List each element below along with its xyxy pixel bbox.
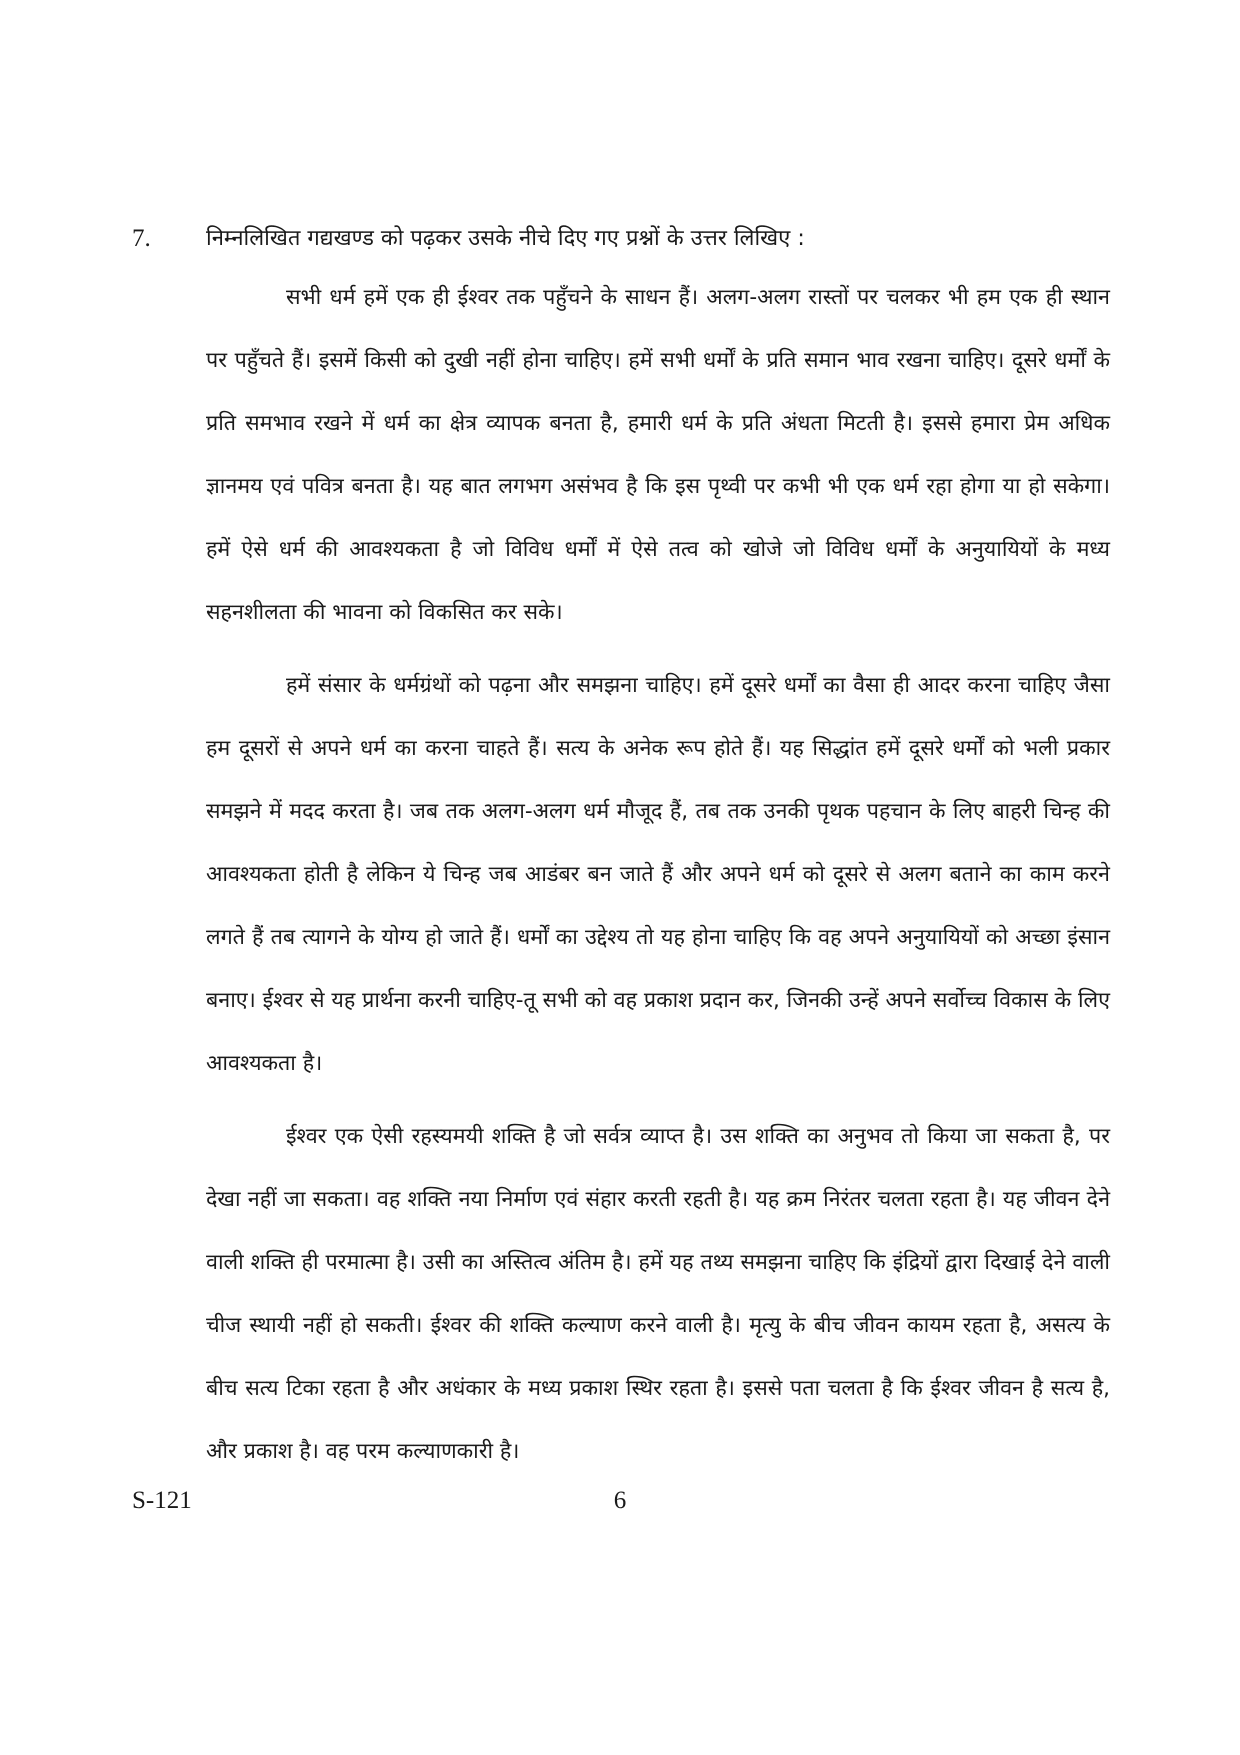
passage bbox=[206, 266, 1110, 1493]
page-number: 6 bbox=[613, 1487, 627, 1514]
question-number: 7. bbox=[132, 225, 151, 252]
passage-paragraph-2: हमें संसार के धर्मग्रंथों को पढ़ना और समझना चाहिए। हमें दूसरे धर्मों का वैसा ही आदर करना चाहिए जैसा हम दूसरों से अपने धर्म का करना चाहते हैं। सत्य के अनेक रूप होते हैं। यह सिद्धांत हमें दूसरे धर्मों को भली प्रकार समझने में मदद करता है। जब तक अलग-अलग धर्म मौजूद हैं, तब तक उनकी पृथक पहचान के लिए बाहरी चिन्ह की आवश्यकता होती है लेकिन ये चिन्ह जब आडंबर बन जाते हैं और अपने धर्म को दूसरे से अलग बताने का काम करने लगते हैं तब त्यागने के योग्य हो जाते हैं। धर्मों का उद्देश्य तो यह होना चाहिए कि वह अपने अनुयायियों को अच्छा इंसान बनाए। ईश्वर से यह प्रार्थना करनी चाहिए-तू सभी को वह प्रकाश प्रदान कर, जिनकी उन्हें अपने सर्वोच्च विकास के लिए आवश्यकता है। bbox=[206, 673, 1110, 1076]
question-instruction: निम्नलिखित गद्यखण्ड को पढ़कर उसके नीचे दिए गए प्रश्नों के उत्तर लिखिए : bbox=[206, 226, 805, 251]
passage-paragraph-1: सभी धर्म हमें एक ही ईश्वर तक पहुँचने के साधन हैं। अलग-अलग रास्तों पर चलकर भी हम एक ही स्थान पर पहुँचते हैं। इसमें किसी को दुखी नहीं होना चाहिए। हमें सभी धर्मों के प्रति समान भाव रखना चाहिए। दूसरे धर्मों के प्रति समभाव रखने में धर्म का क्षेत्र व्यापक बनता है, हमारी धर्म के प्रति अंधता मिटती है। इससे हमारा प्रेम अधिक ज्ञानमय एवं पवित्र बनता है। यह बात लगभग असंभव है कि इस पृथ्वी पर कभी भी एक धर्म रहा होगा या हो सकेगा। हमें ऐसे धर्म की आवश्यकता है जो विविध धर्मों में ऐसे तत्व को खोजे जो विविध धर्मों के अनुयायियों के मध्य सहनशीलता की भावना को विकसित कर सके। bbox=[206, 285, 1110, 625]
passage-paragraph-3: ईश्वर एक ऐसी रहस्यमयी शक्ति है जो सर्वत्र व्याप्त है। उस शक्ति का अनुभव तो किया जा सकता है, पर देखा नहीं जा सकता। वह शक्ति नया निर्माण एवं संहार करती रहती है। यह क्रम निरंतर चलता रहता है। यह जीवन देने वाली शक्ति ही परमात्मा है। उसी का अस्तित्व अंतिम है। हमें यह तथ्य समझना चाहिए कि इंद्रियों द्वारा दिखाई देने वाली चीज स्थायी नहीं हो सकती। ईश्वर की शक्ति कल्याण करने वाली है। मृत्यु के बीच जीवन कायम रहता है, असत्य के बीच सत्य टिका रहता है और अधंकार के मध्य प्रकाश स्थिर रहता है। इससे पता चलता है कि ईश्वर जीवन है सत्य है, और प्रकाश है। वह परम कल्याणकारी है। bbox=[206, 1124, 1110, 1464]
paper-code: S-121 bbox=[132, 1487, 192, 1514]
